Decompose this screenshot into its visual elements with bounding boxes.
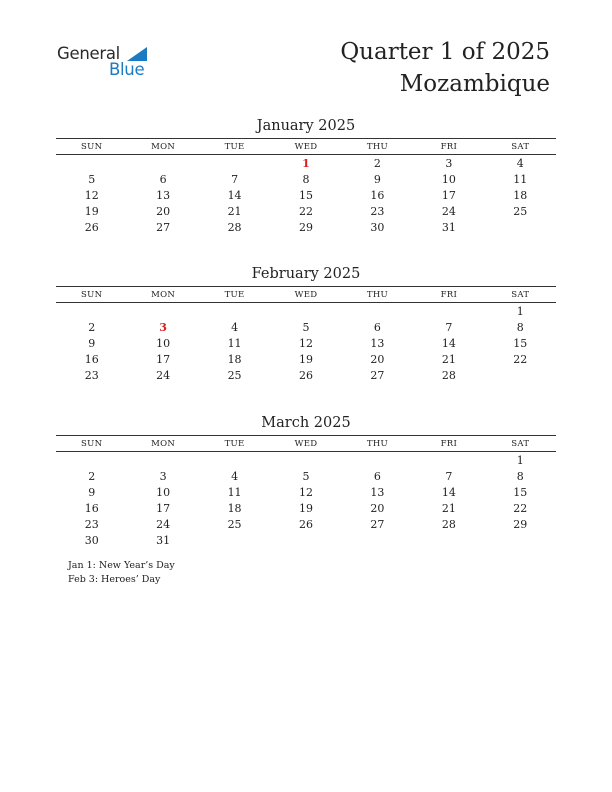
month-february xyxy=(56,265,556,383)
generalblue-logo xyxy=(57,44,157,84)
day-cell: 12 xyxy=(298,336,313,350)
day-cell: 30 xyxy=(84,533,99,547)
weekday-header: SAT xyxy=(511,438,530,449)
day-cell: 30 xyxy=(370,220,385,234)
week-row xyxy=(56,500,556,516)
day-cell: 28 xyxy=(441,368,456,382)
day-cell: 24 xyxy=(156,368,171,382)
day-cell: 19 xyxy=(84,204,99,218)
weekday-header: TUE xyxy=(224,141,245,152)
day-cell: 22 xyxy=(513,352,528,366)
day-cell: 12 xyxy=(298,485,313,499)
weekday-header: TUE xyxy=(224,289,245,300)
day-cell: 17 xyxy=(441,188,456,202)
weekday-header: FRI xyxy=(440,141,458,152)
weekday-header: WED xyxy=(294,438,318,449)
day-cell: 10 xyxy=(156,336,171,350)
day-cell: 4 xyxy=(231,469,239,483)
weekday-header-row xyxy=(56,436,556,451)
week-row xyxy=(56,351,556,367)
week-row xyxy=(56,319,556,335)
day-cell: 3 xyxy=(159,469,167,483)
month-title: January 2025 xyxy=(256,118,356,134)
day-cell: 13 xyxy=(370,485,385,499)
month-january xyxy=(56,117,556,235)
day-cell: 23 xyxy=(370,204,385,218)
holiday-note: Jan 1: New Year’s Day xyxy=(68,560,175,571)
day-cell: 9 xyxy=(88,336,96,350)
weekday-header: THU xyxy=(366,438,388,449)
day-cell: 31 xyxy=(441,220,456,234)
day-cell: 28 xyxy=(441,517,456,531)
day-cell: 12 xyxy=(84,188,99,202)
country-name: Mozambique xyxy=(399,71,550,97)
day-cell: 29 xyxy=(298,220,313,234)
week-row xyxy=(56,484,556,500)
day-cell: 24 xyxy=(441,204,456,218)
day-cell: 26 xyxy=(84,220,99,234)
day-cell: 10 xyxy=(156,485,171,499)
week-row xyxy=(56,516,556,532)
page-header xyxy=(340,36,550,100)
day-cell: 1 xyxy=(516,304,524,318)
day-cell: 5 xyxy=(302,469,310,483)
day-cell: 16 xyxy=(370,188,385,202)
day-cell: 25 xyxy=(227,368,242,382)
weekday-header: WED xyxy=(294,289,318,300)
holiday-day-cell: 1 xyxy=(302,156,310,170)
day-cell: 15 xyxy=(513,485,528,499)
day-cell: 18 xyxy=(227,501,242,515)
day-cell: 23 xyxy=(84,368,99,382)
day-cell: 22 xyxy=(513,501,528,515)
holiday-notes xyxy=(68,559,175,586)
day-cell: 16 xyxy=(84,352,99,366)
weekday-header: SAT xyxy=(511,289,530,300)
day-cell: 10 xyxy=(441,172,456,186)
day-cell: 14 xyxy=(227,188,242,202)
day-cell: 21 xyxy=(227,204,242,218)
weekday-header: THU xyxy=(366,289,388,300)
week-row xyxy=(56,367,556,383)
day-cell: 31 xyxy=(156,533,171,547)
weekday-header-row xyxy=(56,287,556,302)
holiday-note: Feb 3: Heroes’ Day xyxy=(68,573,161,585)
weekday-header: MON xyxy=(151,438,176,449)
day-cell: 4 xyxy=(516,156,524,170)
weekday-header: THU xyxy=(366,141,388,152)
day-cell: 3 xyxy=(445,156,453,170)
month-march xyxy=(56,414,556,548)
day-cell: 7 xyxy=(231,172,239,186)
day-cell: 23 xyxy=(84,517,99,531)
weekday-header: FRI xyxy=(440,438,458,449)
day-cell: 27 xyxy=(370,517,385,531)
weekday-header: MON xyxy=(151,289,176,300)
weekday-header: TUE xyxy=(224,438,245,449)
day-cell: 8 xyxy=(516,469,524,483)
day-cell: 6 xyxy=(159,172,167,186)
day-cell: 6 xyxy=(373,320,381,334)
day-cell: 15 xyxy=(298,188,313,202)
day-cell: 24 xyxy=(156,517,171,531)
day-cell: 8 xyxy=(516,320,524,334)
day-cell: 8 xyxy=(302,172,310,186)
day-cell: 19 xyxy=(298,352,313,366)
page-title: Quarter 1 of 2025 xyxy=(340,39,550,65)
week-row xyxy=(56,303,556,319)
week-row xyxy=(56,532,556,548)
day-cell: 18 xyxy=(227,352,242,366)
day-cell: 9 xyxy=(373,172,381,186)
weekday-header: FRI xyxy=(440,289,458,300)
day-cell: 21 xyxy=(441,501,456,515)
day-cell: 2 xyxy=(88,320,96,334)
week-row xyxy=(56,187,556,203)
weekday-header: SUN xyxy=(81,438,103,449)
day-cell: 13 xyxy=(370,336,385,350)
day-cell: 26 xyxy=(298,517,313,531)
day-cell: 6 xyxy=(373,469,381,483)
day-cell: 29 xyxy=(513,517,528,531)
holiday-day-cell: 3 xyxy=(159,320,167,334)
day-cell: 17 xyxy=(156,352,171,366)
day-cell: 5 xyxy=(88,172,96,186)
weekday-header: WED xyxy=(294,141,318,152)
day-cell: 2 xyxy=(373,156,381,170)
logo-triangle-icon xyxy=(127,47,147,61)
day-cell: 7 xyxy=(445,469,453,483)
day-cell: 20 xyxy=(370,352,385,366)
weekday-header-row xyxy=(56,139,556,154)
day-cell: 21 xyxy=(441,352,456,366)
day-cell: 13 xyxy=(156,188,171,202)
day-cell: 25 xyxy=(513,204,528,218)
day-cell: 11 xyxy=(227,485,242,499)
logo-text-general: General xyxy=(57,44,120,63)
day-cell: 14 xyxy=(441,336,456,350)
day-cell: 2 xyxy=(88,469,96,483)
day-cell: 16 xyxy=(84,501,99,515)
day-cell: 20 xyxy=(156,204,171,218)
day-cell: 20 xyxy=(370,501,385,515)
month-title: February 2025 xyxy=(251,266,361,282)
weekday-header: SUN xyxy=(81,141,103,152)
day-cell: 19 xyxy=(298,501,313,515)
day-cell: 18 xyxy=(513,188,528,202)
day-cell: 28 xyxy=(227,220,242,234)
weekday-header: SUN xyxy=(81,289,103,300)
week-row xyxy=(56,155,556,171)
day-cell: 27 xyxy=(156,220,171,234)
week-row xyxy=(56,468,556,484)
day-cell: 26 xyxy=(298,368,313,382)
week-row xyxy=(56,171,556,187)
day-cell: 7 xyxy=(445,320,453,334)
week-row xyxy=(56,335,556,351)
day-cell: 17 xyxy=(156,501,171,515)
day-cell: 14 xyxy=(441,485,456,499)
day-cell: 5 xyxy=(302,320,310,334)
logo-text-blue: Blue xyxy=(109,60,145,79)
day-cell: 4 xyxy=(231,320,239,334)
month-title: March 2025 xyxy=(261,415,351,431)
day-cell: 25 xyxy=(227,517,242,531)
weekday-header: MON xyxy=(151,141,176,152)
week-row xyxy=(56,452,556,468)
weekday-header: SAT xyxy=(511,141,530,152)
day-cell: 11 xyxy=(227,336,242,350)
day-cell: 11 xyxy=(513,172,528,186)
week-row xyxy=(56,219,556,235)
day-cell: 15 xyxy=(513,336,528,350)
day-cell: 9 xyxy=(88,485,96,499)
day-cell: 1 xyxy=(516,453,524,467)
day-cell: 22 xyxy=(298,204,313,218)
day-cell: 27 xyxy=(370,368,385,382)
week-row xyxy=(56,203,556,219)
